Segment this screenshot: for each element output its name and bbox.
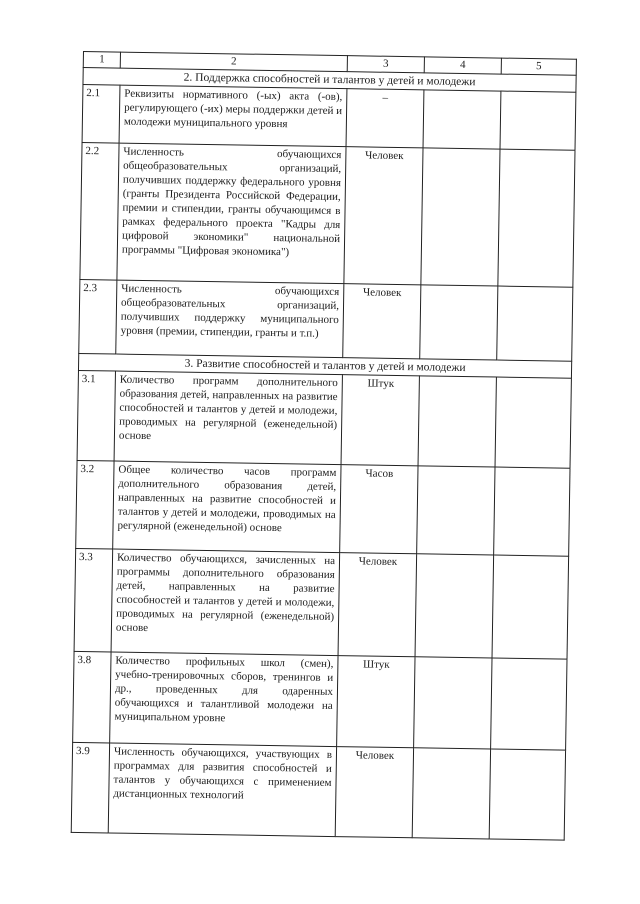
value-cell [420, 285, 498, 360]
unit-cell: Человек [343, 284, 421, 359]
indicator-text: Количество профильных школ (смен), учебно-тренировочных сборов, тренингов и др., проведенных для одаренных обучающихся и талантливой молодежи на муниципальном уровне [110, 652, 338, 747]
indicator-text: Общее количество часов программ дополнительного образования детей, направленных на развитие способностей и талантов у детей и молодежи, проводимых на регулярной (еженедельной) основе [113, 461, 341, 553]
row-number: 3.2 [76, 460, 114, 549]
header-cell-4: 4 [424, 57, 501, 74]
unit-cell: Штук [337, 656, 415, 748]
value-cell [423, 90, 501, 149]
table-row [74, 548, 569, 659]
row-number: 3.9 [71, 742, 109, 833]
value-cell [500, 91, 576, 150]
row-number: 3.8 [73, 651, 111, 743]
table-row [79, 279, 573, 361]
value-cell [489, 749, 565, 840]
indicator-text: Численность обучающихся общеобразовательных организаций, получивших поддержку муниципального уровня (премии, стипендии, гранты и т.п.) [116, 280, 344, 358]
row-number: 3.1 [77, 370, 115, 461]
indicators-table [71, 51, 577, 841]
table-row [76, 460, 570, 556]
value-cell [417, 466, 495, 555]
value-cell [414, 657, 492, 749]
table-row [82, 85, 576, 151]
section-title: 2. Поддержка способностей и талантов у детей и молодежи [83, 68, 576, 93]
value-cell [491, 658, 567, 750]
value-cell [494, 467, 570, 556]
row-number: 2.1 [82, 85, 120, 144]
unit-cell: Часов [340, 465, 418, 554]
table-row [80, 142, 575, 287]
unit-cell: Человек [335, 747, 413, 838]
unit-cell: Человек [338, 553, 417, 657]
table-row [73, 651, 567, 750]
table-row [77, 370, 571, 468]
value-cell [412, 748, 490, 839]
section-title: 3. Развитие способностей и талантов у детей и молодежи [78, 353, 571, 378]
value-cell [418, 376, 496, 467]
indicator-text: Количество обучающихся, зачисленных на программы дополнительного образования детей, направленных на развитие способностей и талантов у детей и молодежи, проводимых на регулярной (еженедельной) основе [111, 549, 340, 656]
unit-cell: – [346, 89, 424, 148]
value-cell [492, 555, 569, 659]
header-cell-3: 3 [347, 56, 424, 73]
table-row [71, 742, 565, 840]
row-number: 3.3 [74, 548, 113, 652]
header-cell-5: 5 [501, 58, 576, 75]
header-cell-1: 1 [83, 52, 120, 69]
unit-cell: Человек [344, 147, 423, 285]
indicator-text: Реквизиты нормативного (-ых) акта (-ов), регулирующего (-их) меры поддержки детей и молодежи муниципального уровня [119, 85, 347, 147]
indicator-text: Численность обучающихся общеобразовательных организаций, получивших поддержку федерального уровня (гранты Президента Российской Федерации, премии и стипендии, гранты обучающимся в рамках федерального проекта "Кадры для цифровой экономики" национальной программы "Цифровая экономика") [117, 143, 346, 284]
value-cell [421, 148, 500, 286]
indicator-text: Количество программ дополнительного образования детей, направленных на развитие способностей и талантов у детей и молодежи, проводимых на регулярной (еженедельной) основе [114, 371, 342, 465]
value-cell [498, 149, 575, 287]
unit-cell: Штук [341, 375, 419, 466]
header-cell-2: 2 [120, 52, 347, 72]
value-cell [495, 377, 571, 468]
indicator-text: Численность обучающихся, участвующих в программах для развития способностей и талантов у обучающихся с применением дистанционных технологий [108, 743, 336, 837]
value-cell [497, 286, 573, 361]
row-number: 2.3 [79, 279, 117, 354]
row-number: 2.2 [80, 142, 119, 280]
value-cell [415, 554, 494, 658]
